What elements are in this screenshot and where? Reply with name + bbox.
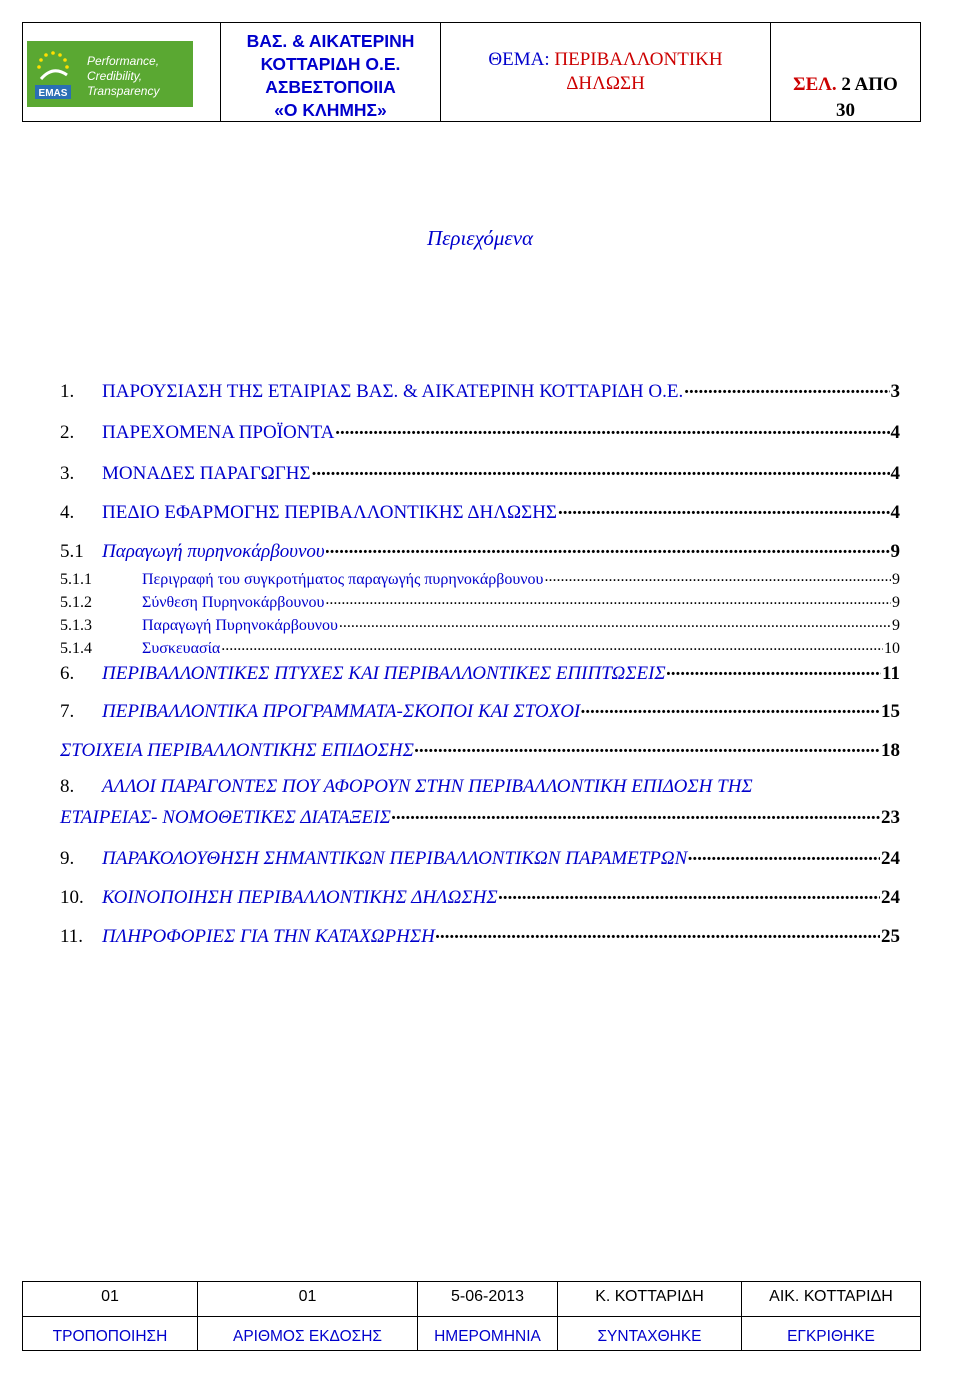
logo-line-1: Performance, — [87, 54, 160, 68]
page-value: 2 ΑΠΟ — [841, 74, 898, 95]
toc-page: 18 — [881, 740, 900, 761]
toc-entry-8[interactable] — [60, 776, 900, 798]
toc-page: 23 — [881, 807, 900, 828]
toc-leader — [499, 884, 880, 903]
footer-labels-row — [23, 1316, 920, 1350]
toc-entry-10[interactable] — [60, 884, 900, 909]
footer-approver-label: ΕΓΚΡΙΘΗΚΕ — [787, 1328, 875, 1345]
subject-cell — [441, 23, 771, 121]
page-total: 30 — [836, 100, 855, 121]
toc-entry-9[interactable] — [60, 845, 900, 870]
footer-author-label: ΣΥΝΤΑΧΘΗΚΕ — [558, 1317, 742, 1350]
toc-page: 4 — [890, 502, 900, 523]
toc-text: Συσκευασία — [142, 640, 221, 657]
toc-text: ΠΑΡΕΧΟΜΕΝΑ ΠΡΟΪΟΝΤΑ — [102, 422, 335, 443]
toc-leader — [392, 804, 880, 823]
toc-leader — [581, 698, 880, 717]
toc-page: 15 — [881, 701, 900, 722]
footer-date-value: 5-06-2013 — [418, 1282, 558, 1316]
toc-text: ΣΤΟΙΧΕΙΑ ΠΕΡΙΒΑΛΛΟΝΤΙΚΗΣ ΕΠΙΔΟΣΗΣ — [60, 740, 414, 761]
toc-entry-7[interactable] — [60, 698, 900, 723]
toc-number: 5.1 — [60, 541, 84, 562]
toc-text: ΑΛΛΟΙ ΠΑΡΑΓΟΝΤΕΣ ΠΟΥ ΑΦΟΡΟΥΝ ΣΤΗΝ ΠΕΡΙΒΑΛΛΟΝΤΙΚΗ ΕΠΙΔΟΣΗ ΤΗΣ — [102, 776, 753, 797]
toc-number: 11. — [60, 926, 84, 947]
toc-leader — [312, 460, 890, 479]
page-number-cell — [771, 23, 920, 121]
toc-leader — [415, 737, 880, 756]
toc-entry-6[interactable] — [60, 660, 900, 685]
toc-number: 5.1.4 — [60, 640, 92, 657]
toc-leader — [684, 378, 889, 397]
toc-page: 11 — [882, 663, 900, 684]
toc-leader — [326, 538, 890, 557]
logo-line-3: Transparency — [87, 84, 160, 98]
toc-entry-performance-data[interactable] — [60, 737, 900, 762]
toc-entry-5-1-1[interactable] — [60, 568, 900, 589]
footer-values-row — [23, 1282, 920, 1316]
toc-entry-5-1-4[interactable] — [60, 637, 900, 658]
toc-text: ΠΕΡΙΒΑΛΛΟΝΤΙΚΑ ΠΡΟΓΡΑΜΜΑΤΑ-ΣΚΟΠΟΙ ΚΑΙ ΣΤΟΧΟΙ — [102, 701, 581, 722]
page-label: ΣΕΛ. — [793, 74, 842, 95]
toc-number: 5.1.2 — [60, 594, 92, 611]
toc-leader — [221, 637, 883, 653]
toc-leader — [558, 499, 890, 518]
logo-badge-text: EMAS — [38, 88, 68, 99]
footer-date-label: ΗΜΕΡΟΜΗΝΙΑ — [418, 1317, 558, 1350]
toc-text: ΜΟΝΑΔΕΣ ΠΑΡΑΓΩΓΗΣ — [102, 463, 311, 484]
emas-logo — [27, 41, 193, 107]
toc-number: 1. — [60, 381, 75, 402]
footer-author-value: Κ. ΚΟΤΤΑΡΙΔΗ — [558, 1282, 742, 1316]
toc-text: ΠΕΔΙΟ ΕΦΑΡΜΟΓΗΣ ΠΕΡΙΒΑΛΛΟΝΤΙΚΗΣ ΔΗΛΩΣΗΣ — [102, 502, 557, 523]
toc-number: 2. — [60, 422, 75, 443]
toc-entry-5-1-2[interactable] — [60, 591, 900, 612]
subject-value: ΔΗΛΩΣΗ — [566, 73, 645, 94]
toc-entry-3[interactable] — [60, 460, 900, 485]
toc-text: Περιγραφή του συγκροτήματος παραγωγής πυρηνοκάρβουνου — [142, 571, 544, 588]
toc-text: ΠΕΡΙΒΑΛΛΟΝΤΙΚΕΣ ΠΤΥΧΕΣ ΚΑΙ ΠΕΡΙΒΑΛΛΟΝΤΙΚΕΣ ΕΠΙΠΤΩΣΕΙΣ — [102, 663, 666, 684]
toc-page: 3 — [890, 381, 900, 402]
company-line: «Ο ΚΛΗΜΗΣ» — [274, 100, 387, 120]
toc-leader — [667, 660, 881, 679]
toc-entry-4[interactable] — [60, 499, 900, 524]
toc-leader — [544, 568, 891, 584]
toc-page: 25 — [881, 926, 900, 947]
toc-number: 7. — [60, 701, 75, 722]
toc-text: ΠΑΡΟΥΣΙΑΣΗ ΤΗΣ ΕΤΑΙΡΙΑΣ ΒΑΣ. & ΑΙΚΑΤΕΡΙΝΗ ΚΟΤΤΑΡΙΔΗ Ο.Ε. — [102, 381, 684, 402]
toc-text: Παραγωγή πυρηνοκάρβουνου — [102, 541, 325, 562]
toc-page: 9 — [892, 617, 900, 634]
company-line: ΒΑΣ. & ΑΙΚΑΤΕΡΙΝΗ — [246, 31, 415, 51]
company-line: ΑΣΒΕΣΤΟΠΟΙΙΑ — [265, 77, 396, 97]
footer-edition-label: ΑΡΙΘΜΟΣ ΕΚΔΟΣΗΣ — [198, 1317, 418, 1350]
logo-cell — [23, 23, 221, 121]
toc-leader — [335, 419, 889, 438]
page-header — [22, 22, 921, 122]
company-cell — [221, 23, 441, 121]
toc-text: ΕΤΑΙΡΕΙΑΣ- ΝΟΜΟΘΕΤΙΚΕΣ ΔΙΑΤΑΞΕΙΣ — [60, 807, 391, 828]
toc-page: 4 — [890, 463, 900, 484]
toc-leader — [325, 591, 891, 607]
toc-entry-8-cont[interactable] — [60, 804, 900, 829]
toc-leader — [688, 845, 880, 864]
toc-entry-5-1[interactable] — [60, 538, 900, 563]
toc-entry-1[interactable] — [60, 378, 900, 403]
toc-page: 24 — [881, 848, 900, 869]
toc-page: 9 — [890, 541, 900, 562]
toc-number: 3. — [60, 463, 75, 484]
toc-number: 5.1.3 — [60, 617, 92, 634]
toc-page: 24 — [881, 887, 900, 908]
subject-value: ΠΕΡΙΒΑΛΛΟΝΤΙΚΗ — [554, 49, 723, 70]
footer-approver-value: ΑΙΚ. ΚΟΤΤΑΡΙΔΗ — [769, 1288, 893, 1305]
toc-number: 8. — [60, 776, 75, 797]
toc-title: Περιεχόμενα — [426, 226, 534, 250]
toc-number: 6. — [60, 663, 75, 684]
toc-leader — [339, 614, 891, 630]
toc-number: 9. — [60, 848, 75, 869]
subject-label: ΘΕΜΑ: — [488, 49, 555, 70]
logo-line-2: Credibility, — [87, 69, 143, 83]
page-footer — [22, 1281, 921, 1351]
toc-entry-2[interactable] — [60, 419, 900, 444]
footer-edition-value: 01 — [198, 1282, 418, 1316]
toc-number: 10. — [60, 887, 84, 908]
toc-number: 5.1.1 — [60, 571, 92, 588]
toc-page: 9 — [892, 571, 900, 588]
toc-text: Παραγωγή Πυρηνοκάρβουνου — [142, 617, 338, 634]
company-line: ΚΟΤΤΑΡΙΔΗ Ο.Ε. — [260, 54, 401, 74]
footer-revision-label: ΤΡΟΠΟΠΟΙΗΣΗ — [23, 1317, 198, 1350]
toc-text: ΠΑΡΑΚΟΛΟΥΘΗΣΗ ΣΗΜΑΝΤΙΚΩΝ ΠΕΡΙΒΑΛΛΟΝΤΙΚΩΝ ΠΑΡΑΜΕΤΡΩΝ — [102, 848, 688, 869]
toc-text: ΠΛΗΡΟΦΟΡΙΕΣ ΓΙΑ ΤΗΝ ΚΑΤΑΧΩΡΗΣΗ — [102, 926, 435, 947]
toc-entry-11[interactable] — [60, 923, 900, 948]
toc-text: Σύνθεση Πυρηνοκάρβουνου — [142, 594, 325, 611]
toc-number: 4. — [60, 502, 75, 523]
toc-page: 4 — [890, 422, 900, 443]
toc-page: 9 — [892, 594, 900, 611]
toc-entry-5-1-3[interactable] — [60, 614, 900, 635]
footer-revision-value: 01 — [23, 1282, 198, 1316]
toc-text: ΚΟΙΝΟΠΟΙΗΣΗ ΠΕΡΙΒΑΛΛΟΝΤΙΚΗΣ ΔΗΛΩΣΗΣ — [102, 887, 498, 908]
toc-leader — [436, 923, 880, 942]
toc-page: 10 — [884, 640, 900, 657]
